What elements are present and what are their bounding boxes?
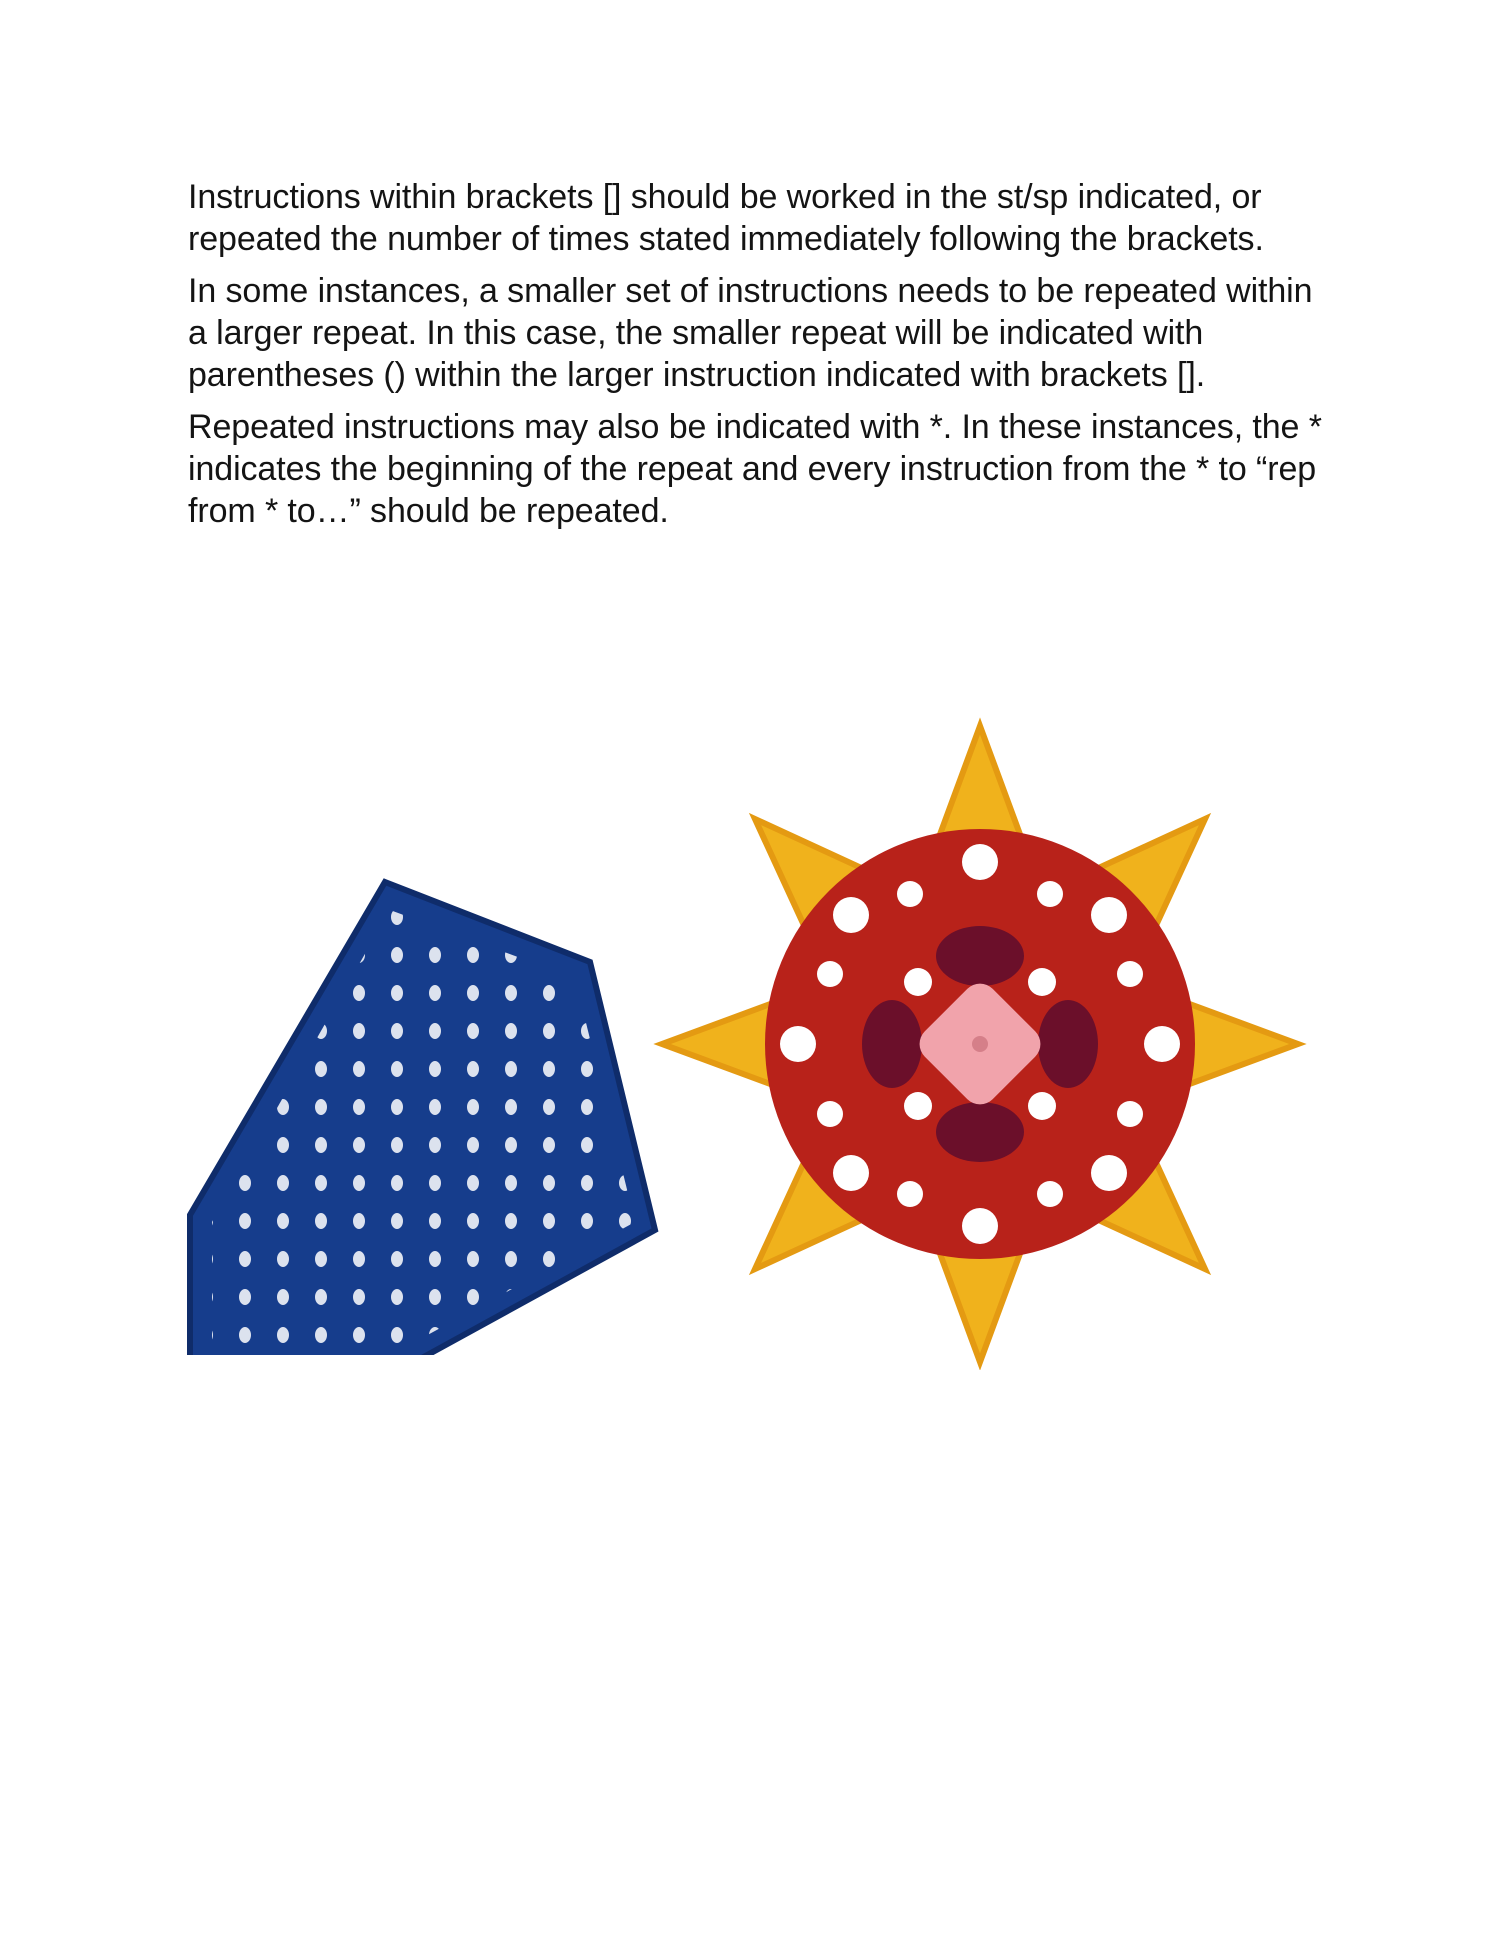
paragraph-brackets: Instructions within brackets [] should be worked in the st/sp indicated, or repeated the number of times stated immediately following the brackets. [188,178,1264,258]
paragraph-asterisk: Repeated instructions may also be indicated with *. In these instances, the * indicates the beginning of the repeat and every instruction from the * to “rep from * to…” should be repeated. [188,408,1322,530]
instructions-text [188,176,1338,542]
star-motif [662,726,1298,1362]
crochet-motifs-photo [150,670,1330,1370]
blue-pentagon-motif [190,882,655,1370]
paragraph-parentheses: In some instances, a smaller set of instructions needs to be repeated within a larger repeat. In this case, the smaller repeat will be indicated with parentheses () within the larger instruction indicated with brackets []. [188,272,1313,394]
